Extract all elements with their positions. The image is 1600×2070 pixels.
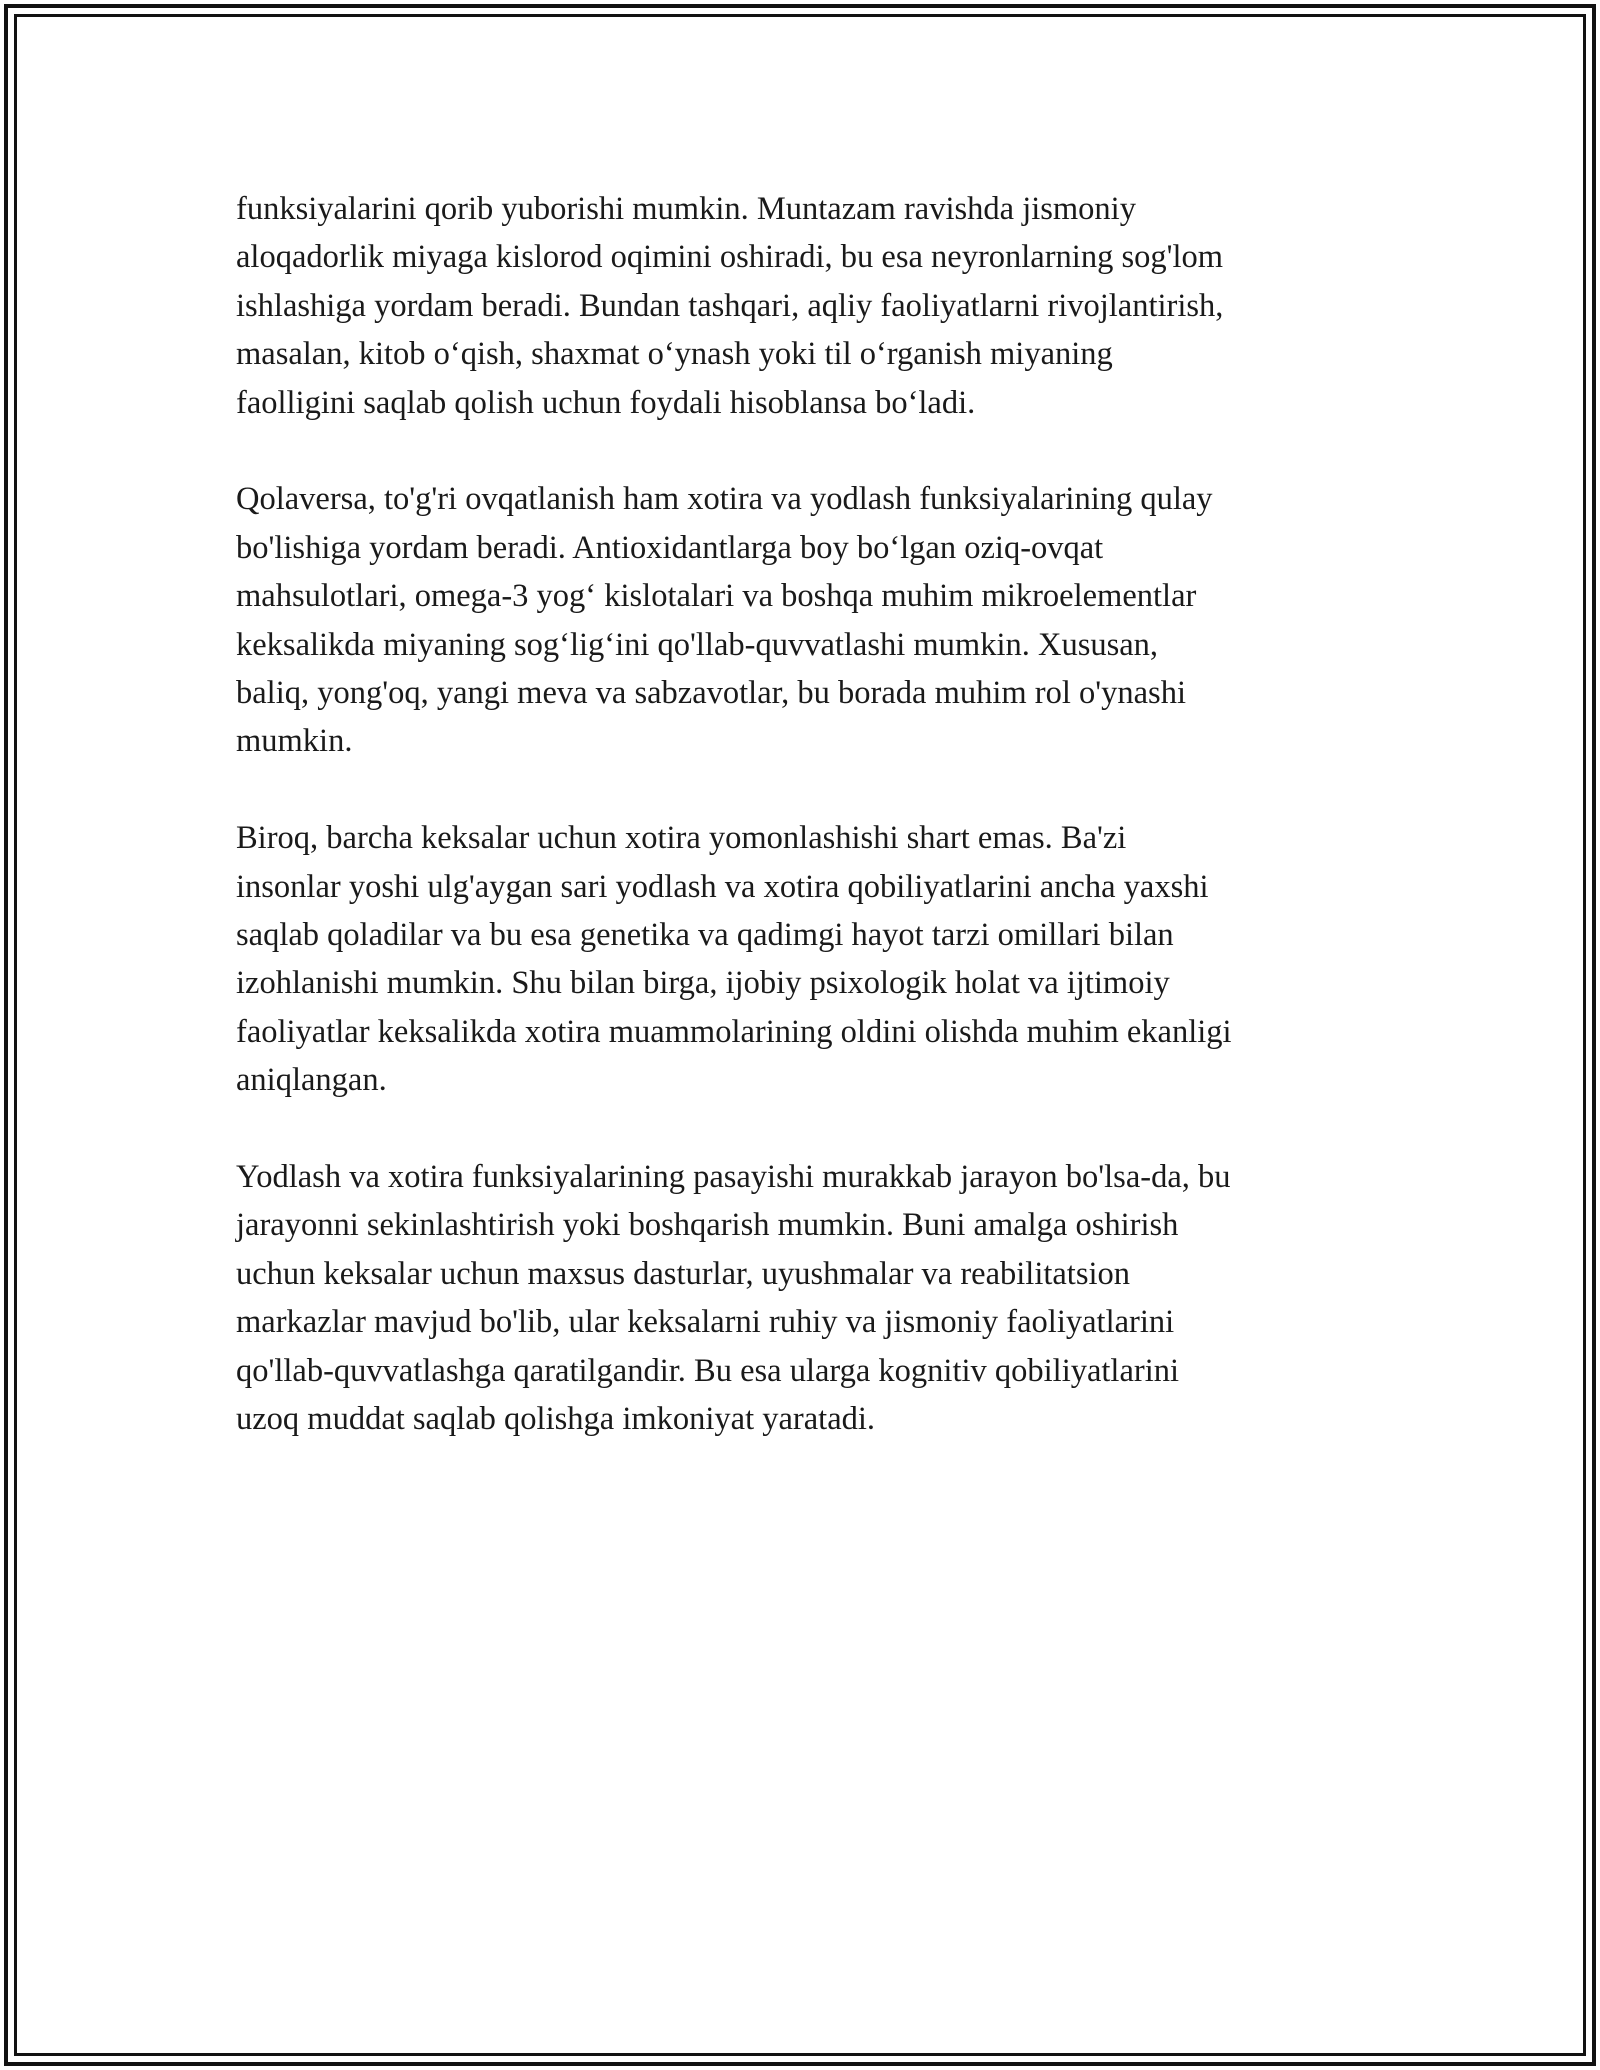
text-line: aloqadorlik miyaga kislorod oqimini oshiradi, bu esa neyronlarning sog'lom: [236, 239, 1224, 276]
text-line: saqlab qoladilar va bu esa genetika va qadimgi hayot tarzi omillari bilan: [236, 917, 1174, 954]
paragraph: [236, 185, 1376, 427]
text-line: faoliyatlar keksalikda xotira muammolarining oldini olishda muhim ekanligi: [236, 1013, 1232, 1050]
text-line: masalan, kitob o‘qish, shaxmat o‘ynash yoki til o‘rganish miyaning: [236, 336, 1113, 373]
text-line: faolligini saqlab qolish uchun foydali hisoblansa bo‘ladi.: [236, 384, 976, 421]
text-line: bo'lishiga yordam beradi. Antioxidantlarga boy bo‘lgan oziq-ovqat: [236, 529, 1104, 566]
paragraph: [236, 814, 1376, 1104]
text-line: jarayonni sekinlashtirish yoki boshqarish mumkin. Buni amalga oshirish: [236, 1207, 1179, 1244]
text-line: qo'llab-quvvatlashga qaratilgandir. Bu esa ularga kognitiv qobiliyatlarini: [236, 1352, 1180, 1389]
paragraph: [236, 1153, 1376, 1443]
text-line: markazlar mavjud bo'lib, ular keksalarni ruhiy va jismoniy faoliyatlarini: [236, 1304, 1175, 1341]
text-line: izohlanishi mumkin. Shu bilan birga, ijobiy psixologik holat va ijtimoiy: [236, 965, 1170, 1002]
text-line: uchun keksalar uchun maxsus dasturlar, uyushmalar va reabilitatsion: [236, 1255, 1131, 1292]
text-line: funksiyalarini qorib yuborishi mumkin. Muntazam ravishda jismoniy: [236, 191, 1136, 227]
text-line: mumkin.: [236, 723, 353, 760]
text-line: mahsulotlari, omega-3 yog‘ kislotalari va boshqa muhim mikroelementlar: [236, 578, 1197, 615]
text-line: insonlar yoshi ulg'aygan sari yodlash va xotira qobiliyatlarini ancha yaxshi: [236, 868, 1209, 905]
text-line: Biroq, barcha keksalar uchun xotira yomonlashishi shart emas. Ba'zi: [236, 820, 1127, 857]
text-line: Yodlash va xotira funksiyalarining pasayishi murakkab jarayon bo'lsa-da, bu: [236, 1159, 1231, 1196]
text-line: Qolaversa, to'g'ri ovqatlanish ham xotira va yodlash funksiyalarining qulay: [236, 481, 1213, 518]
paragraph: [236, 475, 1376, 765]
document-body: [236, 185, 1376, 1492]
text-line: uzoq muddat saqlab qolishga imkoniyat yaratadi.: [236, 1401, 876, 1438]
text-line: aniqlangan.: [236, 1062, 387, 1099]
text-line: baliq, yong'oq, yangi meva va sabzavotlar, bu borada muhim rol o'ynashi: [236, 675, 1186, 712]
text-line: keksalikda miyaning sog‘lig‘ini qo'llab-quvvatlashi mumkin. Xususan,: [236, 626, 1159, 663]
text-line: ishlashiga yordam beradi. Bundan tashqari, aqliy faoliyatlarni rivojlantirish,: [236, 287, 1224, 324]
